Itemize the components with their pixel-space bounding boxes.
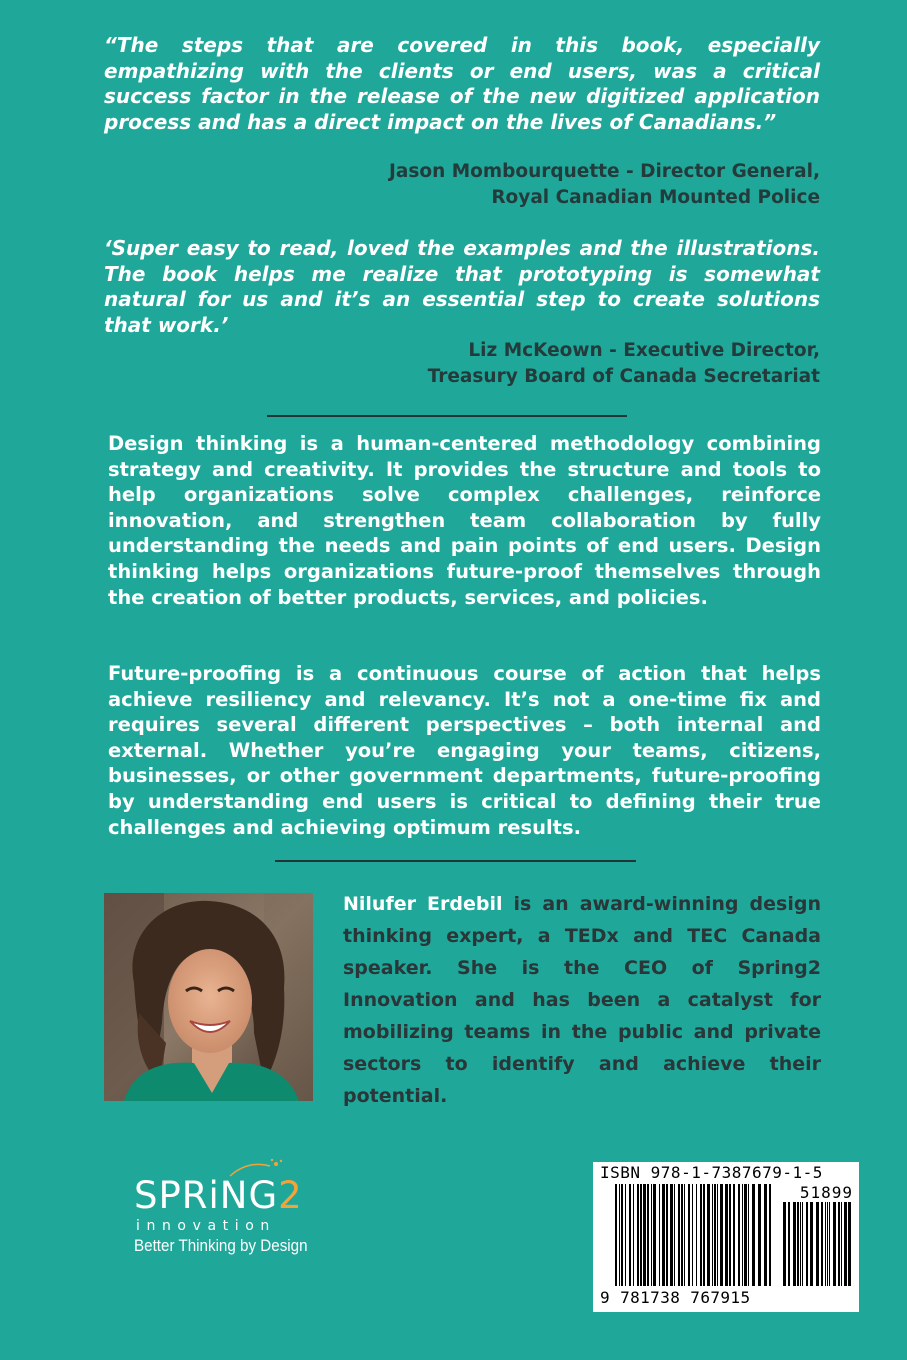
barcode-bar [744, 1184, 747, 1286]
barcode-bar [681, 1184, 683, 1286]
barcode-bar [662, 1184, 665, 1286]
barcode-bar [810, 1202, 813, 1286]
author-name: Nilufer Erdebil [343, 893, 503, 915]
barcode-bar [797, 1202, 799, 1286]
barcode-bar [733, 1184, 735, 1286]
isbn-barcode [593, 1162, 859, 1312]
logo-word-number: 2 [278, 1174, 303, 1217]
barcode-bar [707, 1184, 710, 1286]
barcode-bar [800, 1202, 801, 1286]
barcode-bar [725, 1184, 728, 1286]
barcode-bar [643, 1184, 646, 1286]
barcode-bar [816, 1202, 819, 1286]
barcode-bar [802, 1202, 803, 1286]
barcode-bar [848, 1202, 851, 1286]
barcode-bar [764, 1184, 767, 1286]
author-bio-text: is an award-winning design thinking expert, a TEDx and TEC Canada speaker. She is the CEO of Spring2 Innovation and has been a catalyst for mobilizing teams in the public and private sectors to identify and achieve their potential. [343, 893, 821, 1107]
barcode-bar [752, 1184, 755, 1286]
barcode-bar [821, 1202, 823, 1286]
description-paragraph-2: Future-proofing is a continuous course of action that helps achieve resiliency and relevancy. It’s not a one-time fix and requires several different perspectives – both internal and external. Whether you’re engaging your teams, citizens, businesses, or other government departments, future-proofing by understanding end users is critical to defining their true challenges and achieving optimum results. [108, 662, 821, 839]
testimonial-1-author-line2: Royal Canadian Mounted Police [491, 187, 820, 208]
barcode-bar [692, 1184, 693, 1286]
barcode-bar [833, 1202, 836, 1286]
barcode-bar [729, 1184, 731, 1286]
barcode-bar [653, 1184, 656, 1286]
author-photo [104, 893, 313, 1101]
barcode-bar [714, 1184, 716, 1286]
logo-tagline: Better Thinking by Design [134, 1237, 308, 1255]
barcode-bar [670, 1184, 673, 1286]
logo-wordmark [134, 1176, 303, 1216]
publisher-logo [134, 1158, 334, 1263]
logo-word-main: SPRiNG [134, 1174, 279, 1217]
barcode-bar [615, 1184, 617, 1286]
logo-subtitle: innovation [136, 1218, 276, 1234]
testimonial-2-author-line1: Liz McKeown - Executive Director, [468, 340, 820, 361]
barcode-bar [674, 1184, 675, 1286]
barcode-bar [633, 1184, 634, 1286]
testimonial-1-author-line1: Jason Mombourquette - Director General, [389, 161, 820, 182]
barcode-bar [838, 1202, 840, 1286]
barcode-bar [666, 1184, 668, 1286]
barcode-bar [703, 1184, 705, 1286]
barcode-bar [829, 1202, 830, 1286]
barcode-bar [844, 1202, 847, 1286]
barcode-bar [827, 1202, 828, 1286]
barcode-bar [637, 1184, 639, 1286]
barcode-bar [806, 1202, 808, 1286]
divider-top [267, 415, 627, 417]
barcode-bar [738, 1184, 740, 1286]
barcode-bar [758, 1184, 761, 1286]
ean-number: 9 781738 767915 [600, 1288, 751, 1307]
barcode-bar [651, 1184, 652, 1286]
barcode-bar [684, 1184, 685, 1286]
barcode-bar [696, 1184, 697, 1286]
barcode-bar [841, 1202, 842, 1286]
barcode-bar [793, 1202, 796, 1286]
barcode-bar [688, 1184, 690, 1286]
testimonial-1 [104, 33, 820, 135]
barcode-bar [621, 1184, 623, 1286]
testimonial-2-author [104, 338, 820, 390]
testimonial-2-author-line2: Treasury Board of Canada Secretariat [427, 366, 820, 387]
isbn-label: ISBN 978-1-7387679-1-5 [600, 1163, 823, 1182]
barcode-bar [678, 1184, 680, 1286]
testimonial-2-quote: ‘Super easy to read, loved the examples and the illustrations. The book helps me realize that prototyping is somewhat natural for us and it’s an essential step to create solutions that work.’ [104, 236, 820, 337]
barcode-bar [640, 1184, 642, 1286]
barcode-bar [659, 1184, 660, 1286]
barcode-bar [788, 1202, 790, 1286]
barcode-bar [783, 1202, 786, 1286]
barcode-bar [720, 1184, 723, 1286]
barcode-bar [629, 1184, 631, 1286]
description-paragraph-1: Design thinking is a human-centered methodology combining strategy and creativity. It provides the structure and tools to help organizations solve complex challenges, reinforce innovation, and strengthen team collaboration by fully understanding the needs and pain points of end users. Design thinking helps organizations future-proof themselves through the creation of better products, services, and policies. [108, 432, 821, 609]
testimonial-1-author [104, 159, 820, 211]
barcode-bar [647, 1184, 649, 1286]
divider-bottom [275, 860, 636, 862]
price-code: 51899 [799, 1183, 853, 1202]
testimonial-2 [104, 236, 820, 338]
barcode-bar [625, 1184, 626, 1286]
barcode-bar [700, 1184, 702, 1286]
testimonial-1-quote: “The steps that are covered in this book, especially empathizing with the clients or end users, was a critical success factor in the release of the new digitized application process and has a direct impact on the lives of Canadians.” [104, 33, 820, 134]
barcode-bar [619, 1184, 620, 1286]
barcode-bar [712, 1184, 713, 1286]
barcode-bar [742, 1184, 743, 1286]
barcode-bar [825, 1202, 826, 1286]
barcode-bar [717, 1184, 718, 1286]
barcode-bar [748, 1184, 749, 1286]
barcode-bar [769, 1184, 771, 1286]
author-bio [343, 888, 821, 1112]
